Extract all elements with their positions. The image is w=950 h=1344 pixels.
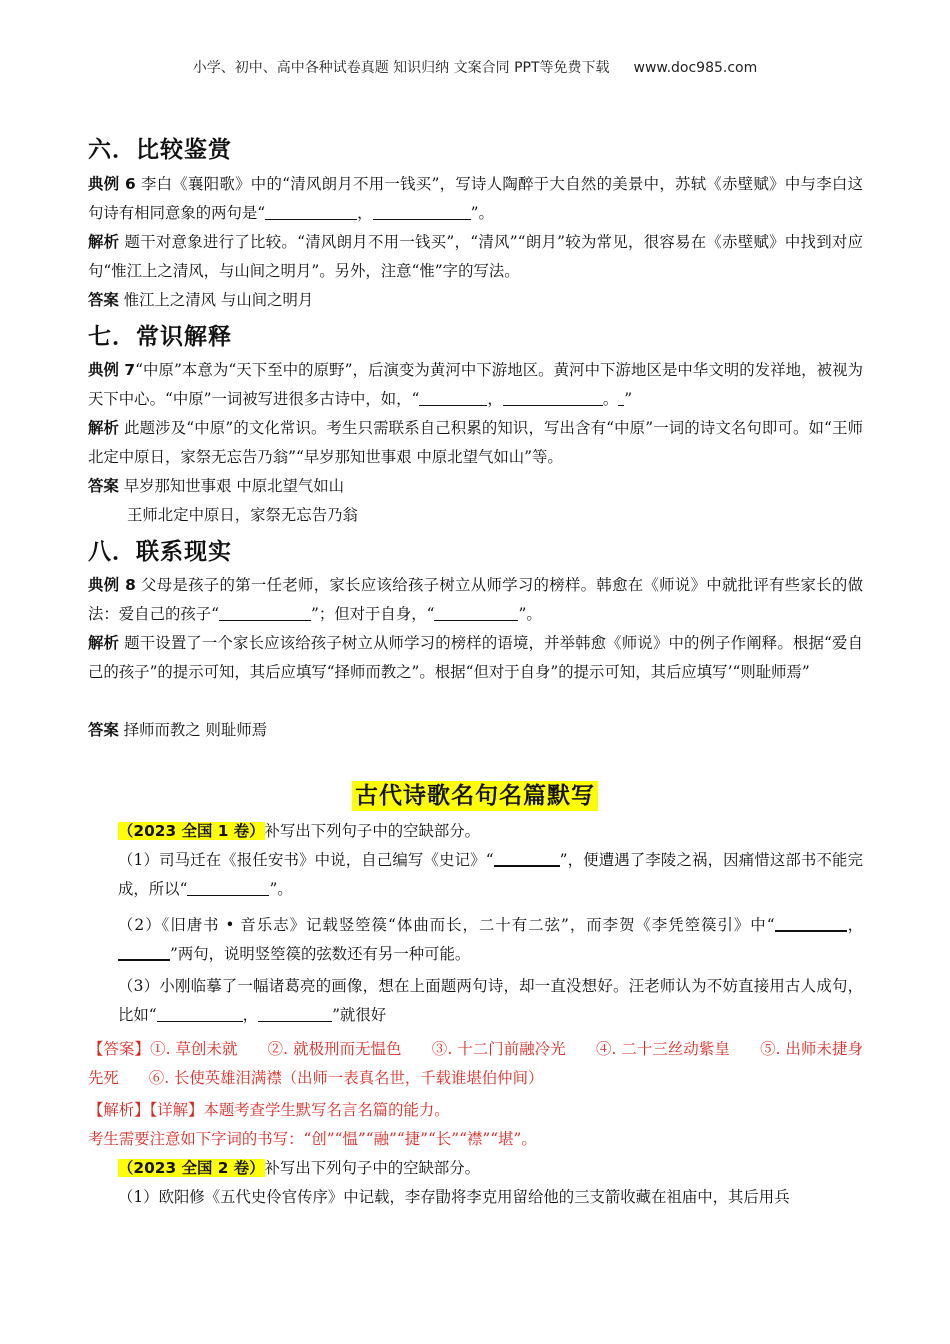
intro-text: 补写出下列句子中的空缺部分。 <box>264 822 481 840</box>
example-text: ， <box>487 389 503 408</box>
question-text: ”。 <box>269 879 293 898</box>
example-text: 父母是孩子的第一任老师，家长应该给孩子树立从师学习的榜样。韩愈在《师说》中就批评有些家长的做法：爱自己的孩子“ <box>88 576 863 623</box>
page-header <box>0 57 950 77</box>
answer-item: ③. 十二门前融冷光 <box>431 1040 566 1058</box>
analysis-label: 解析 <box>88 419 120 437</box>
section-heading-8: 八．联系现实 <box>88 539 232 565</box>
example-text: 李白《襄阳歌》中的“清风朗月不用一钱买”，写诗人陶醉于大自然的美景中，苏轼《赤壁赋》中与李白这句诗有相同意象的两句是“ <box>88 175 863 222</box>
fill-blank <box>118 945 170 961</box>
main-title <box>0 777 950 810</box>
fill-blank <box>265 205 347 220</box>
intro-text: 补写出下列句子中的空缺部分。 <box>264 1159 481 1177</box>
analysis-label: 解析 <box>88 233 120 251</box>
analysis-6 <box>88 228 863 285</box>
answer-label: 答案 <box>88 291 119 309</box>
answer-item: ⑥. 长使英雄泪满襟（出师一表真名世，千载谁堪伯仲间） <box>148 1068 544 1087</box>
answer-text: 早岁那知世事艰 中原北望气如山 <box>118 477 345 495</box>
example-text: 。 <box>602 389 619 408</box>
analysis-label: 解析 <box>88 634 120 652</box>
answer-item: ⑤. 出师未捷身先死 <box>88 1040 863 1087</box>
analysis-8 <box>88 629 863 686</box>
fill-blank <box>258 1007 332 1022</box>
example-label: 典例 6 <box>88 175 136 193</box>
answer-7-line2: 王师北定中原日，家祭无忘告乃翁 <box>127 506 358 524</box>
example-7 <box>88 356 863 413</box>
note-block-1: 考生需要注意如下字词的书写：“创”“愠”“融”“捷”“长”“襟”“堪”。 <box>88 1130 537 1148</box>
question-1-2 <box>88 911 863 968</box>
header-url[interactable]: www.doc985.com <box>633 60 758 76</box>
example-text: ” <box>624 389 633 408</box>
header-text: 小学、初中、高中各种试卷真题 知识归纳 文案合同 PPT等免费下载 <box>192 60 610 76</box>
answer-item: ②. 就极刑而无愠色 <box>267 1040 402 1058</box>
fill-blank <box>494 851 560 867</box>
fill-blank <box>187 881 269 896</box>
fill-blank <box>373 205 471 220</box>
question-intro-2 <box>88 1154 863 1183</box>
example-text: ”。 <box>518 604 542 623</box>
answer-text: 择师而教之 则耻师焉 <box>118 721 268 739</box>
question-text: （3）小刚临摹了一幅诸葛亮的画像，想在上面题两句诗，却一直没想好。汪老师认为不妨直接用古人成句，比如“ <box>118 977 863 1024</box>
answer-label: 答案 <box>88 721 119 739</box>
fill-blank <box>434 606 518 621</box>
analysis-7 <box>88 414 863 471</box>
question-text: （2）《旧唐书 • 音乐志》记载竖箜篌“体曲而长，二十有二弦”，而李贺《李凭箜篌引》中“ <box>118 916 775 934</box>
example-text: ”；但对于自身，“ <box>311 604 435 623</box>
question-text: ， <box>846 916 863 934</box>
answer-7 <box>88 472 863 501</box>
answer-item: ①. 草创未就 <box>150 1040 238 1058</box>
analysis-text: 题干对意象进行了比较。“清风朗月不用一钱买”，“清风”“朗月”较为常见，很容易在《赤壁赋》中找到对应句“惟江上之清风，与山间之明月”。另外，注意“惟”字的写法。 <box>88 233 863 280</box>
analysis-text: 此题涉及“中原”的文化常识。考生只需联系自己积累的知识，写出含有“中原”一词的诗文名句即可。如“王师北定中原日，家祭无忘告乃翁”“早岁那知世事艰 中原北望气如山”等。 <box>88 419 863 466</box>
section-heading-7: 七．常识解释 <box>88 324 232 350</box>
example-text: “中原”本意为“天下至中的原野”，后演变为黄河中下游地区。黄河中下游地区是中华文明的发祥地，被视为天下中心。“中原”一词被写进很多古诗中，如，“ <box>88 361 863 408</box>
fill-blank <box>775 916 847 932</box>
question-text: ”两句，说明竖箜篌的弦数还有另一种可能。 <box>170 944 471 963</box>
example-text: ， <box>357 203 373 222</box>
example-label: 典例 8 <box>88 576 136 594</box>
section-heading-6: 六．比较鉴赏 <box>88 137 232 163</box>
answer-6 <box>88 286 863 315</box>
example-8 <box>88 571 863 628</box>
analysis-text: 题干设置了一个家长应该给孩子树立从师学习的榜样的语境，并举韩愈《师说》中的例子作阐释。根据“爱自己的孩子”的提示可知，其后应填写“择师而教之”。根据“但对于自身”的提示可知，其后应填写’“则耻师焉” <box>88 634 863 681</box>
question-intro-1 <box>88 817 863 846</box>
question-2-1: （1）欧阳修《五代史伶官传序》中记载，李存勖将李克用留给他的三支箭收藏在祖庙中，其后用兵 <box>118 1188 790 1206</box>
fill-blank <box>347 205 357 220</box>
analysis-block-1: 【解析】【详解】本题考查学生默写名言名篇的能力。 <box>88 1101 450 1119</box>
answer-label: 【答案】 <box>88 1040 151 1058</box>
question-text: ”，便遭遇了李陵之祸，因痛惜这部书不能完成，所以“ <box>118 851 863 898</box>
fill-blank <box>503 391 603 406</box>
answer-item: ④. 二十三丝动紫皇 <box>595 1040 730 1058</box>
fill-blank <box>419 391 487 406</box>
example-label: 典例 7 <box>88 361 136 379</box>
main-title-text: 古代诗歌名句名篇默写 <box>352 781 598 811</box>
question-text: （1）司马迁在《报任安书》中说，自己编写《史记》“ <box>118 851 494 869</box>
fill-blank <box>157 1007 243 1022</box>
example-text: ”。 <box>470 203 494 222</box>
question-text: ”就很好 <box>332 1005 387 1024</box>
answer-8 <box>88 716 863 745</box>
answer-label: 答案 <box>88 477 119 495</box>
fill-blank <box>219 606 311 621</box>
exam-tag: （2023 全国 2 卷） <box>118 1159 265 1177</box>
answer-text: 惟江上之清风 与山间之明月 <box>118 291 314 309</box>
question-text: ， <box>242 1005 259 1024</box>
answer-block-1 <box>88 1035 863 1092</box>
question-1-3 <box>88 972 863 1029</box>
question-1-1 <box>88 846 863 903</box>
example-6 <box>88 170 863 227</box>
exam-tag: （2023 全国 1 卷） <box>118 822 265 840</box>
